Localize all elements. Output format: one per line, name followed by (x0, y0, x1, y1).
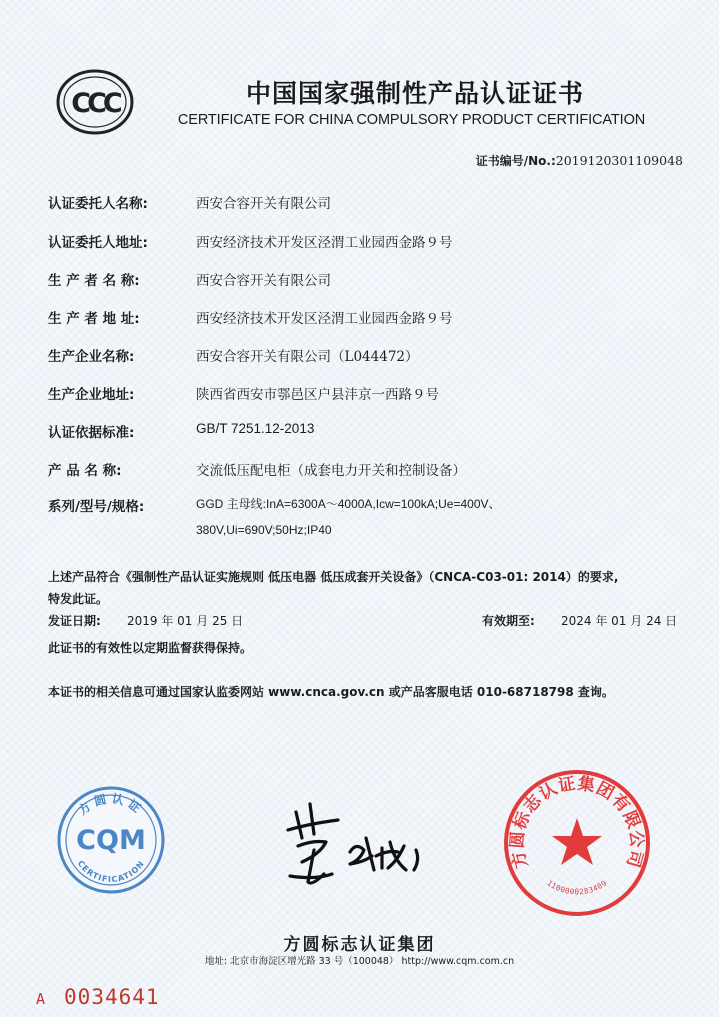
cqm-seal (56, 785, 166, 895)
field-value: 西安合容开关有限公司（L044472） (196, 349, 419, 365)
issue-date-row (48, 612, 243, 629)
certificate-number (476, 152, 683, 169)
info-note: 本证书的相关信息可通过国家认监委网站 www.cnca.gov.cn 或产品客服电话 010-68718798 查询。 (48, 685, 614, 699)
expiry-date-label: 有效期至: (482, 614, 535, 628)
field-value: 西安合容开关有限公司 (196, 196, 331, 212)
field-label: 生 产 者 地 址: (48, 311, 140, 327)
statement-line-2: 特发此证。 (48, 592, 109, 606)
issue-date: 2019 年 01 月 25 日 (127, 614, 244, 628)
expiry-date: 2024 年 01 月 24 日 (561, 614, 678, 628)
issuer-address: 地址: 北京市海淀区增光路 33 号（100048） http://www.cqm.com.cn (204, 956, 515, 967)
field-value: GB/T 7251.12-2013 (196, 421, 315, 436)
ccc-logo-text: CCC (71, 88, 119, 119)
field-value: 交流低压配电柜（成套电力开关和控制设备） (196, 463, 466, 479)
cqm-top-text: 方圆认证 (75, 791, 147, 818)
seal-ring-text: 方圆标志认证集团有限公司 (507, 773, 647, 871)
validity-note: 此证书的有效性以定期监督获得保持。 (48, 641, 253, 655)
seal-number: 1100000283409 (545, 878, 609, 897)
ccc-logo (56, 68, 134, 136)
field-value-cont: 380V,Ui=690V;50Hz;IP40 (196, 523, 332, 537)
issuer-name: 方圆标志认证集团 (283, 935, 436, 955)
svg-text:1100000283409 (545, 878, 608, 896)
cqm-bottom-text: CERTIFICATION (75, 858, 147, 885)
field-value: 陕西省西安市鄠邑区户县沣京一西路９号 (196, 387, 439, 403)
field-label: 生产企业地址: (48, 387, 135, 403)
company-seal (502, 768, 652, 918)
field-value: 西安合容开关有限公司 (196, 273, 331, 289)
field-label: 认证依据标准: (48, 425, 135, 441)
cert-no-value: 2019120301109048 (555, 153, 683, 168)
title-chinese: 中国国家强制性产品认证证书 (245, 79, 584, 108)
handwritten-signature (268, 790, 448, 900)
field-label: 生产企业名称: (48, 349, 135, 365)
field-value: 西安经济技术开发区泾渭工业园西金路９号 (196, 235, 453, 251)
field-value: 西安经济技术开发区泾渭工业园西金路９号 (196, 311, 453, 327)
cert-no-label: 证书编号/No.: (475, 154, 556, 168)
issue-date-label: 发证日期: (48, 614, 101, 628)
field-label: 认证委托人名称: (48, 196, 148, 212)
field-value: GGD 主母线:InA=6300A～4000A,Icw=100kA;Ue=400V、 (196, 497, 501, 511)
cqm-main-text: CQM (76, 825, 146, 856)
serial-value: 0034641 (64, 985, 160, 1009)
field-label: 认证委托人地址: (48, 235, 148, 251)
serial-prefix: A (36, 990, 47, 1008)
title-english: CERTIFICATE FOR CHINA COMPULSORY PRODUCT CERTIFICATION (177, 112, 646, 128)
statement-line-1: 上述产品符合《强制性产品认证实施规则 低压电器 低压成套开关设备》（CNCA-C03-01: 2014）的要求, (48, 570, 619, 584)
field-label: 产 品 名 称: (48, 463, 122, 479)
field-label: 系列/型号/规格: (48, 499, 145, 515)
field-label: 生 产 者 名 称: (48, 273, 140, 289)
star-icon (552, 818, 602, 865)
expiry-date-row (482, 612, 677, 629)
serial-number (36, 985, 160, 1009)
